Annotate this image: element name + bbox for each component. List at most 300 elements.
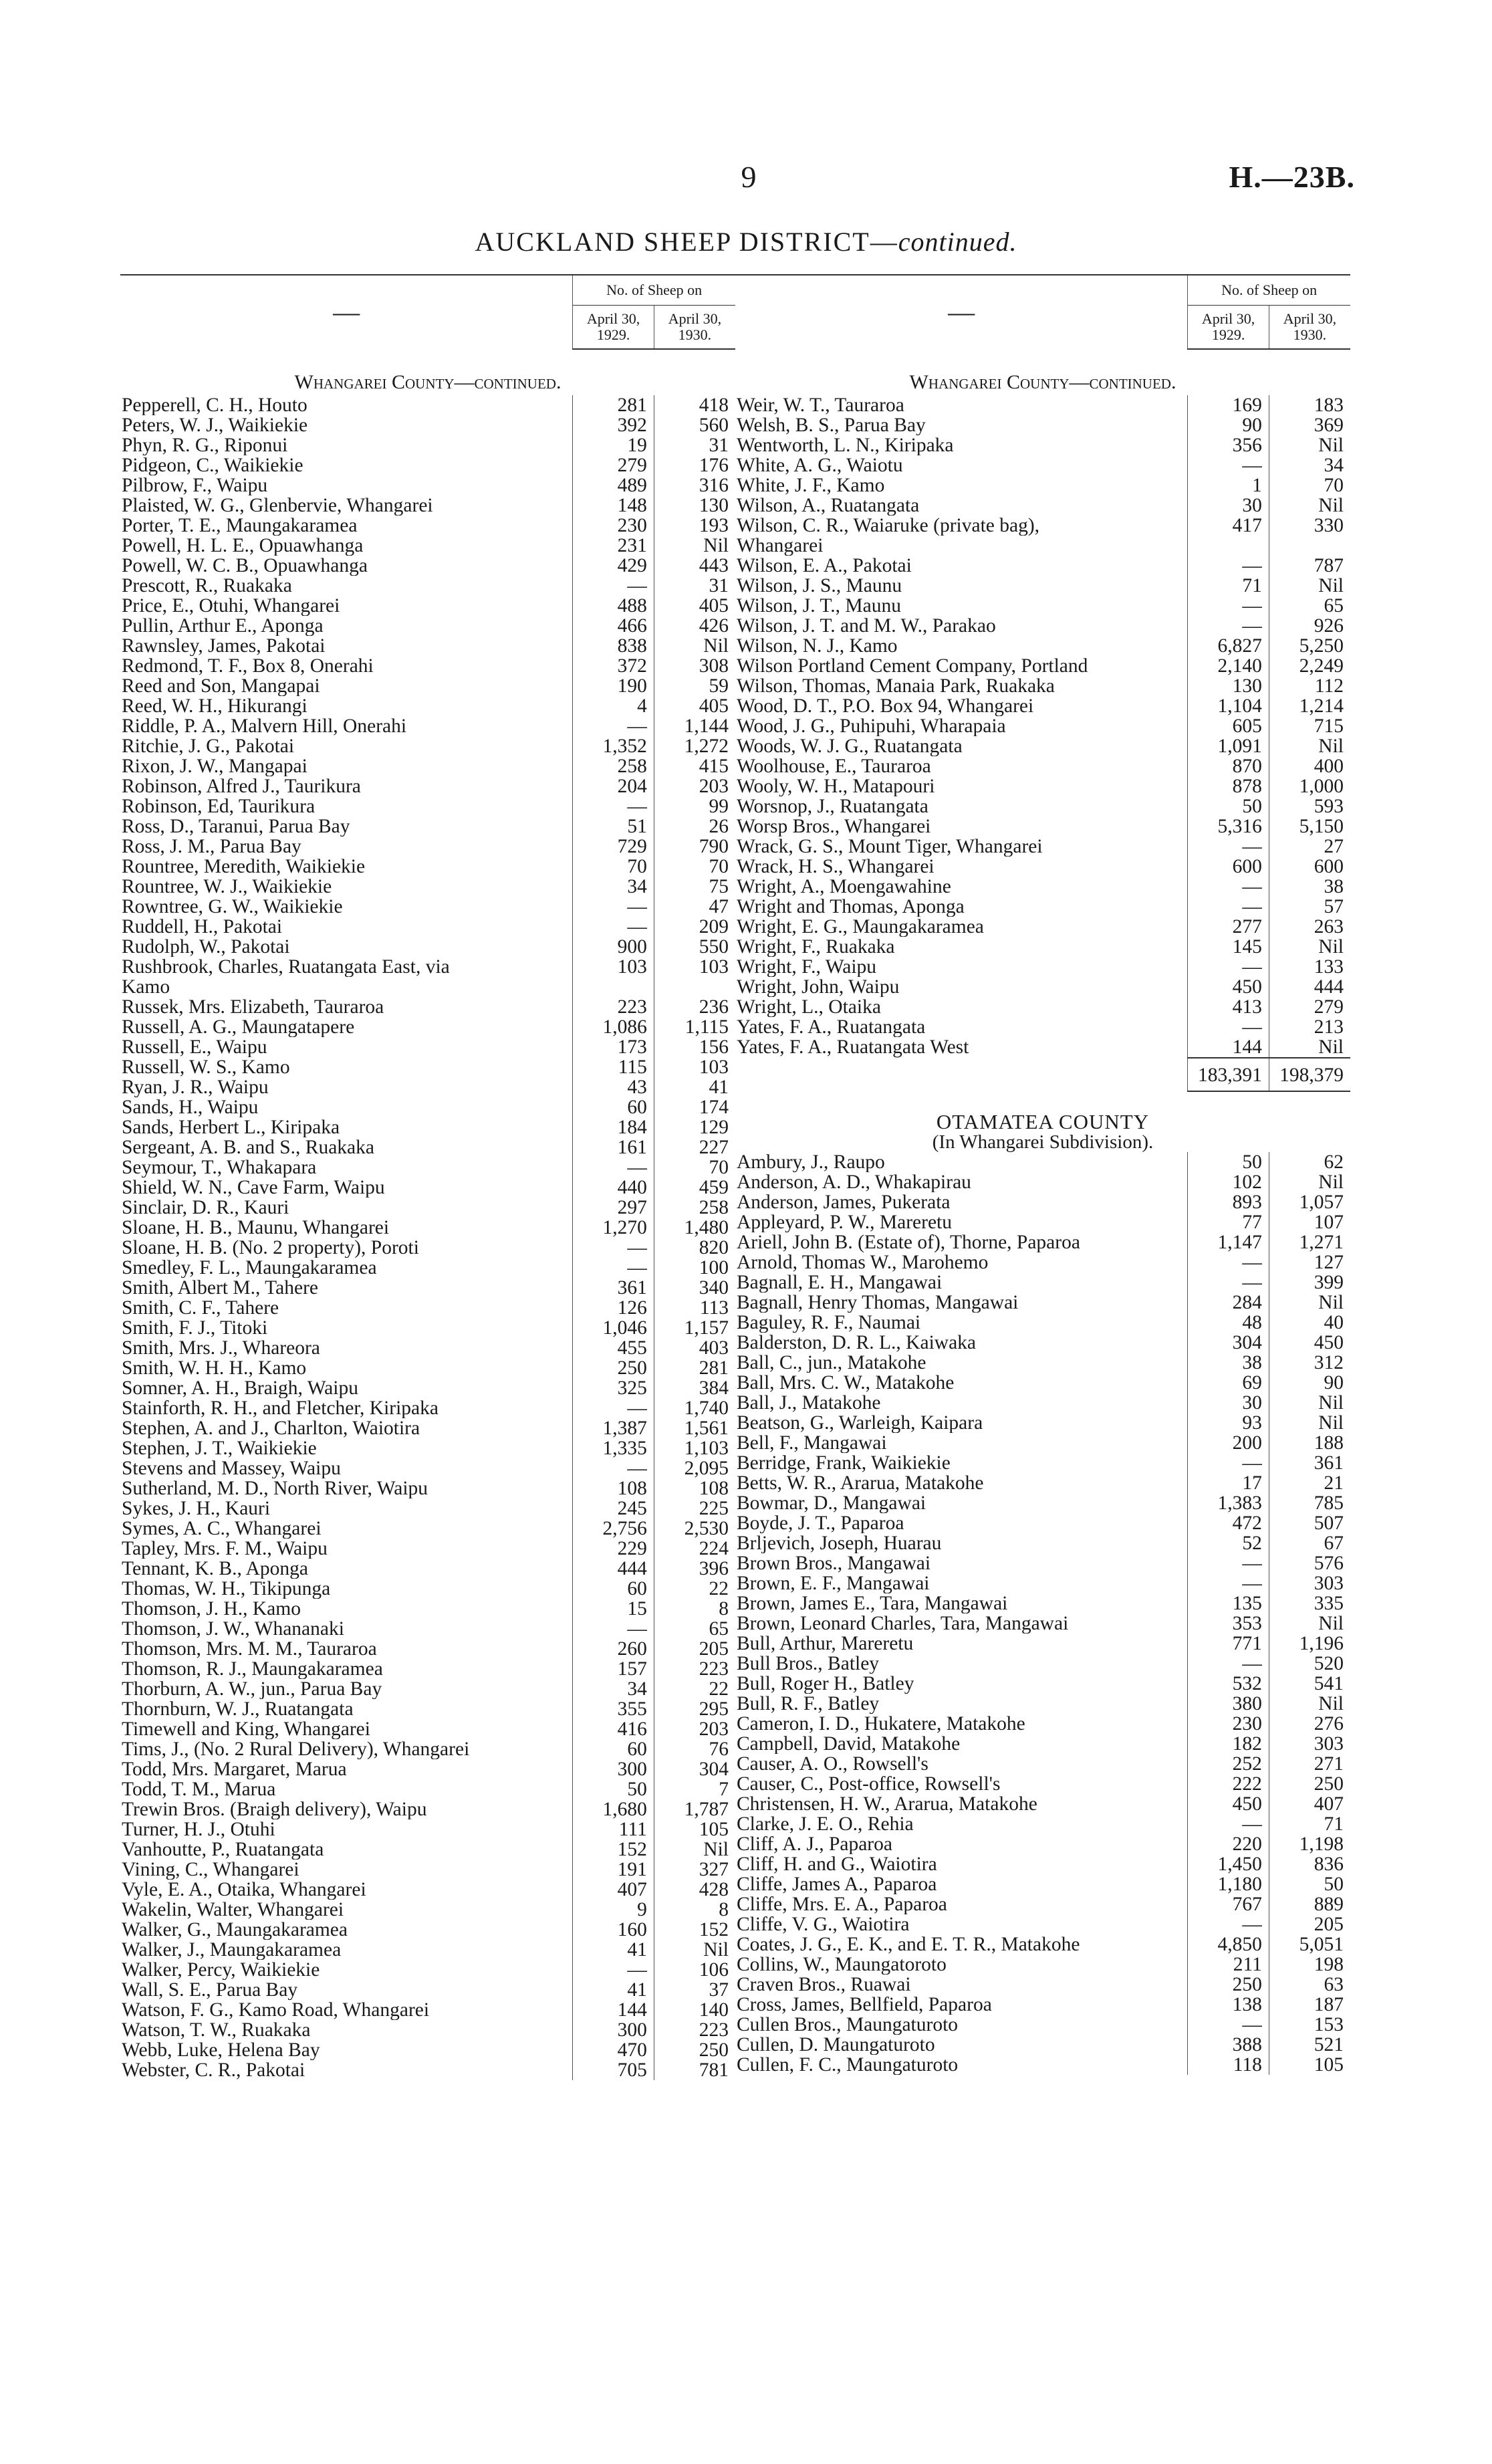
table-row [735,897,1350,917]
table-row [120,937,735,957]
count-1929: 138 [1188,1995,1269,2015]
table-row [120,877,735,897]
count-1929: 2,140 [1188,656,1269,676]
count-1929: 472 [1188,1513,1269,1533]
count-1929: 767 [1188,1894,1269,1914]
count-1929: 1,335 [573,1438,654,1458]
table-row [120,616,735,636]
table-row [735,1834,1350,1854]
table-row [120,475,735,495]
entry-name: Tapley, Mrs. F. M., Waipu [122,1539,328,1559]
table-row [735,656,1350,676]
table-row [120,776,735,796]
table-row [120,455,735,475]
table-row [120,1178,735,1198]
count-1929: 230 [1188,1714,1269,1734]
count-1930: 312 [1269,1353,1350,1373]
count-1929: — [1188,1272,1269,1293]
count-1930: 787 [1269,556,1350,576]
count-1930: 31 [654,576,735,596]
count-1930: 50 [1269,1874,1350,1894]
table-row [735,756,1350,776]
entry-name: Reed, W. H., Hikurangi [122,696,307,716]
count-1929: 279 [573,455,654,475]
count-1930: 600 [1269,857,1350,877]
entry-name: Wrack, H. S., Whangarei [737,857,935,877]
table-row [735,1874,1350,1894]
count-1929: 304 [1188,1333,1269,1353]
count-1929: 50 [1188,796,1269,816]
entry-name: Bull Bros., Batley [737,1654,880,1674]
table-row [120,1498,735,1519]
col-1929-header: April 30, 1929. [1188,306,1269,350]
entry-name: Bagnall, E. H., Mangawai [737,1272,943,1293]
count-1929: 705 [573,2060,654,2080]
count-1930: 236 [654,997,735,1017]
count-1929: 9 [573,1900,654,1920]
entry-name: Russell, A. G., Maungatapere [122,1017,355,1037]
count-1930: 62 [1269,1152,1350,1172]
count-1929: — [573,1238,654,1258]
count-1929: 200 [1188,1433,1269,1453]
table-row [735,877,1350,897]
table-row [120,395,735,415]
entry-name: Thomson, J. H., Kamo [122,1599,301,1619]
count-1929: — [1188,616,1269,636]
count-1930: 65 [654,1619,735,1639]
entry-name: Pepperell, C. H., Houto [122,395,307,415]
table-row [120,1659,735,1679]
count-1930: 1,057 [1269,1192,1350,1212]
entry-name: Powell, H. L. E., Opuawhanga [122,536,364,556]
entry-name: Wilson, J. T. and M. W., Parakao [737,616,996,636]
table-row [120,1679,735,1699]
count-1930: Nil [1269,1172,1350,1192]
entry-name: Woolhouse, E., Tauraroa [737,756,931,776]
count-1930: 27 [1269,836,1350,857]
count-1930: 107 [1269,1212,1350,1232]
count-1930: 520 [1269,1654,1350,1674]
count-1929: 157 [573,1659,654,1679]
table-row [735,977,1350,997]
count-1930: 203 [654,1719,735,1739]
count-1929: — [1188,1252,1269,1272]
count-1930: Nil [654,1940,735,1960]
entry-name: Stephen, J. T., Waikiekie [122,1438,317,1458]
count-1929: — [1188,1814,1269,1834]
count-1930: 26 [654,816,735,836]
count-1929: 71 [1188,576,1269,596]
count-1930: 715 [1269,716,1350,736]
count-1930: 112 [1269,676,1350,696]
count-1929: 356 [1188,435,1269,455]
count-1930: 129 [654,1117,735,1137]
count-1930: 103 [654,957,735,977]
count-1929: 15 [573,1599,654,1619]
table-row [735,816,1350,836]
entry-name: Wright, F., Ruakaka [737,937,895,957]
section-heading: Whangarei County—continued. [909,371,1176,393]
count-1930: 405 [654,596,735,616]
table-row [120,516,735,536]
count-1930: 67 [1269,1533,1350,1553]
count-1930: 8 [654,1599,735,1619]
count-1930: 1,272 [654,736,735,756]
count-1930: 205 [654,1639,735,1659]
count-1930: 415 [654,756,735,776]
count-1929: — [1188,596,1269,616]
count-1930: 37 [654,1980,735,2000]
count-1930: 340 [654,1278,735,1298]
count-1930: 198 [1269,1954,1350,1975]
count-1929: 60 [573,1097,654,1117]
entry-name: Turner, H. J., Otuhi [122,1819,275,1839]
entry-name: Wooly, W. H., Matapouri [737,776,935,796]
count-1929: 43 [573,1077,654,1097]
table-row [735,1192,1350,1212]
table-row [735,1313,1350,1333]
entry-name: Watson, T. W., Ruakaka [122,2020,311,2040]
count-1929: 388 [1188,2035,1269,2055]
count-1930: 203 [654,776,735,796]
count-1930: 209 [654,917,735,937]
table-row [735,1272,1350,1293]
entry-name: Price, E., Otuhi, Whangarei [122,596,340,616]
table-row [120,1819,735,1839]
table-row [120,816,735,836]
count-1929: 300 [573,1759,654,1779]
table-row [735,1212,1350,1232]
entry-name: Vining, C., Whangarei [122,1860,299,1880]
entry-name: Sykes, J. H., Kauri [122,1498,271,1519]
count-1930: 1,103 [654,1438,735,1458]
entry-name: Sloane, H. B. (No. 2 property), Poroti [122,1238,419,1258]
count-1930: 38 [1269,877,1350,897]
table-row [735,556,1350,576]
table-row [735,1333,1350,1353]
table-row [120,1559,735,1579]
sheep-table-left [120,274,735,2080]
count-1929: 222 [1188,1774,1269,1794]
count-1929: 277 [1188,917,1269,937]
count-1930: 443 [654,556,735,576]
count-1930: 108 [654,1478,735,1498]
count-1930: 90 [1269,1373,1350,1393]
count-1929: — [573,716,654,736]
entry-name: Causer, A. O., Rowsell's [737,1754,928,1774]
count-1929: 417 [1188,516,1269,536]
count-1929: 771 [1188,1634,1269,1654]
table-row [120,1539,735,1559]
table-row [735,1854,1350,1874]
count-1930: 576 [1269,1553,1350,1573]
table-row [735,1373,1350,1393]
count-1930: 187 [1269,1995,1350,2015]
entry-name: Whangarei [737,536,824,556]
count-1930: Nil [1269,1037,1350,1058]
entry-name: Ariell, John B. (Estate of), Thorne, Paparoa [737,1232,1080,1252]
count-1930: 507 [1269,1513,1350,1533]
count-1929: — [573,1157,654,1178]
count-1929: 878 [1188,776,1269,796]
page-title [0,226,1492,257]
entry-name: Kamo [122,977,170,997]
count-1929: 30 [1188,495,1269,516]
count-1930: 308 [654,656,735,676]
count-1929: 413 [1188,997,1269,1017]
table-row [735,1593,1350,1613]
count-1929: — [1188,455,1269,475]
entry-name: Ryan, J. R., Waipu [122,1077,269,1097]
count-1930: 1,480 [654,1218,735,1238]
entry-name: Wilson, J. T., Maunu [737,596,902,616]
count-1930: 327 [654,1860,735,1880]
count-1929: 161 [573,1137,654,1157]
count-1930: 65 [1269,596,1350,616]
count-1930: 303 [1269,1573,1350,1593]
table-row [735,796,1350,816]
count-1929 [573,977,654,997]
count-1929: 284 [1188,1293,1269,1313]
count-1930: 113 [654,1298,735,1318]
count-1929: 148 [573,495,654,516]
count-1929: 160 [573,1920,654,1940]
count-1930: 263 [1269,917,1350,937]
entry-name: Berridge, Frank, Waikiekie [737,1453,951,1473]
table-row [735,857,1350,877]
count-1930: 224 [654,1539,735,1559]
entry-name: Rudolph, W., Pakotai [122,937,290,957]
table-row [120,2060,735,2080]
count-1930: Nil [1269,1293,1350,1313]
count-1930: 1,740 [654,1398,735,1418]
count-1930: 99 [654,796,735,816]
count-1930: 541 [1269,1674,1350,1694]
entry-name: Bagnall, Henry Thomas, Mangawai [737,1293,1019,1313]
count-1930: 403 [654,1338,735,1358]
count-1930: 316 [654,475,735,495]
count-1930: 790 [654,836,735,857]
count-1930: 106 [654,1960,735,1980]
entry-name: Bull, Arthur, Mareretu [737,1634,914,1654]
table-row [120,415,735,435]
entry-name: Ball, J., Matakohe [737,1393,881,1413]
table-row [120,1880,735,1900]
count-1929: 130 [1188,676,1269,696]
count-1930: 31 [654,435,735,455]
count-1929: — [573,1258,654,1278]
table-row [120,957,735,977]
table-row [735,1453,1350,1473]
entry-name: Smith, W. H. H., Kamo [122,1358,307,1378]
entry-name: Robinson, Alfred J., Taurikura [122,776,361,796]
count-1930: 2,530 [654,1519,735,1539]
entry-name: Ambury, J., Raupo [737,1152,885,1172]
entry-name: Christensen, H. W., Ararua, Matakohe [737,1794,1037,1814]
count-1930: Nil [654,1839,735,1860]
count-1929: 60 [573,1579,654,1599]
table-row [120,1398,735,1418]
count-1930: 836 [1269,1854,1350,1874]
entry-name: Wilson, Thomas, Manaia Park, Ruakaka [737,676,1055,696]
entry-name: Cameron, I. D., Hukatere, Matakohe [737,1714,1025,1734]
table-row [735,1433,1350,1453]
table-row [120,2000,735,2020]
table-row [120,897,735,917]
entry-name: Plaisted, W. G., Glenbervie, Whangarei [122,495,433,516]
table-row [120,1117,735,1137]
count-1930: 8 [654,1900,735,1920]
table-row [120,1779,735,1799]
count-1930: 1,561 [654,1418,735,1438]
count-1929: 60 [573,1739,654,1759]
page-number: 9 [741,160,757,194]
table-row [735,1634,1350,1654]
count-1929: 152 [573,1839,654,1860]
count-1930: 5,051 [1269,1934,1350,1954]
table-row [735,1613,1350,1634]
table-row [735,1493,1350,1513]
count-1930: 71 [1269,1814,1350,1834]
count-1929: 470 [573,2040,654,2060]
table-row [735,536,1350,556]
entry-name: Ball, C., jun., Matakohe [737,1353,926,1373]
section-subheading: (In Whangarei Subdivision). [932,1132,1154,1152]
count-1930: 105 [654,1819,735,1839]
count-1930: 1,214 [1269,696,1350,716]
count-1930: 1,115 [654,1017,735,1037]
count-1930: 70 [1269,475,1350,495]
entry-name: Wright, E. G., Maungakaramea [737,917,984,937]
count-1929: 605 [1188,716,1269,736]
count-1929: 489 [573,475,654,495]
table-row [735,636,1350,656]
table-row [120,1378,735,1398]
entry-name: Walker, G., Maungakaramea [122,1920,348,1940]
count-1930: 227 [654,1137,735,1157]
count-1930: 1,198 [1269,1834,1350,1854]
entry-name: Smith, C. F., Tahere [122,1298,279,1318]
table-row [120,796,735,816]
table-row [735,1894,1350,1914]
title-continued: continued. [898,227,1017,257]
table-row [120,676,735,696]
table-row [735,435,1350,455]
count-1930: 250 [654,2040,735,2060]
entry-name: Timewell and King, Whangarei [122,1719,370,1739]
table-row [735,1413,1350,1433]
count-1930: 76 [654,1739,735,1759]
entry-name: Cliff, A. J., Paparoa [737,1834,892,1854]
entry-name: Thomson, Mrs. M. M., Tauraroa [122,1639,377,1659]
count-1929: 90 [1188,415,1269,435]
table-row [120,1438,735,1458]
entry-name: Trewin Bros. (Braigh delivery), Waipu [122,1799,427,1819]
count-1930: 560 [654,415,735,435]
table-row [735,596,1350,616]
entry-name: Pidgeon, C., Waikiekie [122,455,303,475]
entry-name: Wilson, J. S., Maunu [737,576,902,596]
count-1930: 279 [1269,997,1350,1017]
table-row [735,1573,1350,1593]
count-1929: 407 [573,1880,654,1900]
count-1930: Nil [1269,937,1350,957]
count-1930: 41 [654,1077,735,1097]
entry-name: Sands, Herbert L., Kiripaka [122,1117,340,1137]
count-1930: 57 [1269,897,1350,917]
count-1930: 22 [654,1679,735,1699]
count-1929: 450 [1188,977,1269,997]
count-1930: 405 [654,696,735,716]
table-row [120,1278,735,1298]
table-row [120,536,735,556]
count-1929: 252 [1188,1754,1269,1774]
count-1929: 144 [1188,1037,1269,1058]
entry-name: Smedley, F. L., Maungakaramea [122,1258,377,1278]
count-1930: 926 [1269,616,1350,636]
table-row [735,736,1350,756]
entry-name: Rixon, J. W., Mangapai [122,756,307,776]
entry-name: Walker, Percy, Waikiekie [122,1960,320,1980]
count-1929: — [1188,897,1269,917]
count-1929: 1,383 [1188,1493,1269,1513]
count-1929: 488 [573,596,654,616]
count-1930: 1,000 [1269,776,1350,796]
table-row [735,1473,1350,1493]
count-1929: 103 [573,957,654,977]
count-1929: 893 [1188,1192,1269,1212]
count-1929: 466 [573,616,654,636]
count-1929: 115 [573,1057,654,1077]
count-1929: 444 [573,1559,654,1579]
entry-name: Betts, W. R., Ararua, Matakohe [737,1473,984,1493]
entry-name: Beatson, G., Warleigh, Kaipara [737,1413,983,1433]
table-row [735,415,1350,435]
entry-name: Webb, Luke, Helena Bay [122,2040,320,2060]
count-1930: 444 [1269,977,1350,997]
table-row [120,1799,735,1819]
table-row [735,495,1350,516]
count-1929: — [573,1619,654,1639]
table-row [120,2040,735,2060]
entry-name: Cullen, D. Maungaturoto [737,2035,935,2055]
count-1930: 384 [654,1378,735,1398]
count-1930: 21 [1269,1473,1350,1493]
table-row [735,455,1350,475]
table-row [735,1754,1350,1774]
table-row [120,576,735,596]
count-1929: 372 [573,656,654,676]
count-1929: 297 [573,1198,654,1218]
count-1929: 600 [1188,857,1269,877]
entry-name: Wright, John, Waipu [737,977,900,997]
entry-name: Arnold, Thomas W., Marohemo [737,1252,989,1272]
entry-name: Worsnop, J., Ruatangata [737,796,928,816]
total-1930: 198,379 [1269,1058,1350,1091]
table-row [120,1077,735,1097]
count-1929: 300 [573,2020,654,2040]
entry-name: Cliff, H. and G., Waiotira [737,1854,937,1874]
entry-name: Wall, S. E., Parua Bay [122,1980,298,2000]
entry-name: Phyn, R. G., Riponui [122,435,288,455]
count-1929: 169 [1188,395,1269,415]
table-row [120,1519,735,1539]
count-1929: 1,387 [573,1418,654,1438]
count-1929: 118 [1188,2055,1269,2075]
entry-name: Sloane, H. B., Maunu, Whangarei [122,1218,390,1238]
entry-name: Brown Bros., Mangawai [737,1553,931,1573]
count-1929: 4 [573,696,654,716]
